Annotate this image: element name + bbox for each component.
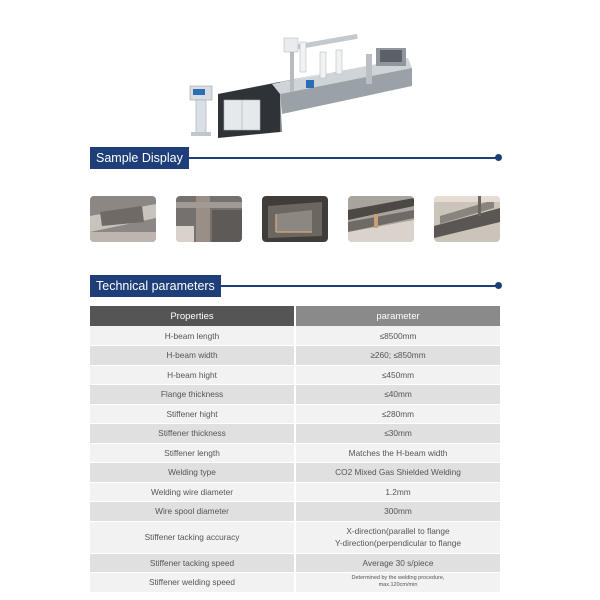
value-line-2: max.120cm/min: [378, 582, 418, 589]
property-cell: H-beam hight: [90, 365, 295, 385]
value-cell: CO2 Mixed Gas Shielded Welding: [295, 463, 500, 483]
technical-parameters-title: Technical parameters: [90, 275, 221, 297]
value-line-1: Determined by the welding procedure,: [351, 575, 445, 582]
value-cell: [295, 573, 500, 593]
property-cell: Welding type: [90, 463, 295, 483]
sample-image-4: [348, 196, 414, 242]
value-cell: ≥260; ≤850mm: [295, 346, 500, 366]
value-cell: ≤40mm: [295, 385, 500, 405]
property-cell: Stiffener hight: [90, 404, 295, 424]
value-cell: [295, 521, 500, 553]
table-row: [90, 385, 500, 405]
column-header-properties: Properties: [90, 306, 295, 326]
technical-parameters-header: [90, 275, 502, 297]
table-row: [90, 404, 500, 424]
sample-image-2: [176, 196, 242, 242]
sample-image-5: [434, 196, 500, 242]
table-row: [90, 482, 500, 502]
property-cell: Stiffener welding speed: [90, 573, 295, 593]
value-cell: Average 30 s/piece: [295, 553, 500, 573]
header-divider-line: [186, 157, 497, 159]
value-line-2: Y-direction(perpendicular to flange: [334, 538, 462, 548]
sample-display-title: Sample Display: [90, 147, 189, 169]
sample-image-1: [90, 196, 156, 242]
sample-image-3: [262, 196, 328, 242]
property-cell: Stiffener tacking accuracy: [90, 521, 295, 553]
table-row: [90, 573, 500, 593]
property-cell: Flange thickness: [90, 385, 295, 405]
value-cell: ≤450mm: [295, 365, 500, 385]
property-cell: Stiffener length: [90, 443, 295, 463]
header-end-dot: [495, 282, 502, 289]
table-row: [90, 553, 500, 573]
value-cell: ≤30mm: [295, 424, 500, 444]
property-cell: H-beam width: [90, 346, 295, 366]
table-row: [90, 502, 500, 522]
table-row: [90, 365, 500, 385]
sample-display-header: [90, 147, 502, 169]
value-cell: Matches the H-beam width: [295, 443, 500, 463]
table-row: [90, 463, 500, 483]
value-cell: ≤280mm: [295, 404, 500, 424]
table-row: [90, 443, 500, 463]
table-row: [90, 521, 500, 553]
property-cell: H-beam length: [90, 326, 295, 346]
property-cell: Welding wire diameter: [90, 482, 295, 502]
sample-gallery: [90, 196, 500, 244]
header-divider-line: [220, 285, 497, 287]
parameters-table: [90, 306, 500, 593]
property-cell: Stiffener thickness: [90, 424, 295, 444]
value-cell: ≤8500mm: [295, 326, 500, 346]
property-cell: Stiffener tacking speed: [90, 553, 295, 573]
header-end-dot: [495, 154, 502, 161]
table-row: [90, 424, 500, 444]
property-cell: Wire spool diameter: [90, 502, 295, 522]
machine-image: [180, 28, 420, 140]
column-header-parameter: parameter: [295, 306, 500, 326]
value-line-1: X-direction(parallel to flange: [346, 526, 450, 536]
table-row: [90, 346, 500, 366]
table-row: [90, 326, 500, 346]
table-header-row: [90, 306, 500, 326]
value-cell: 300mm: [295, 502, 500, 522]
value-cell: 1.2mm: [295, 482, 500, 502]
